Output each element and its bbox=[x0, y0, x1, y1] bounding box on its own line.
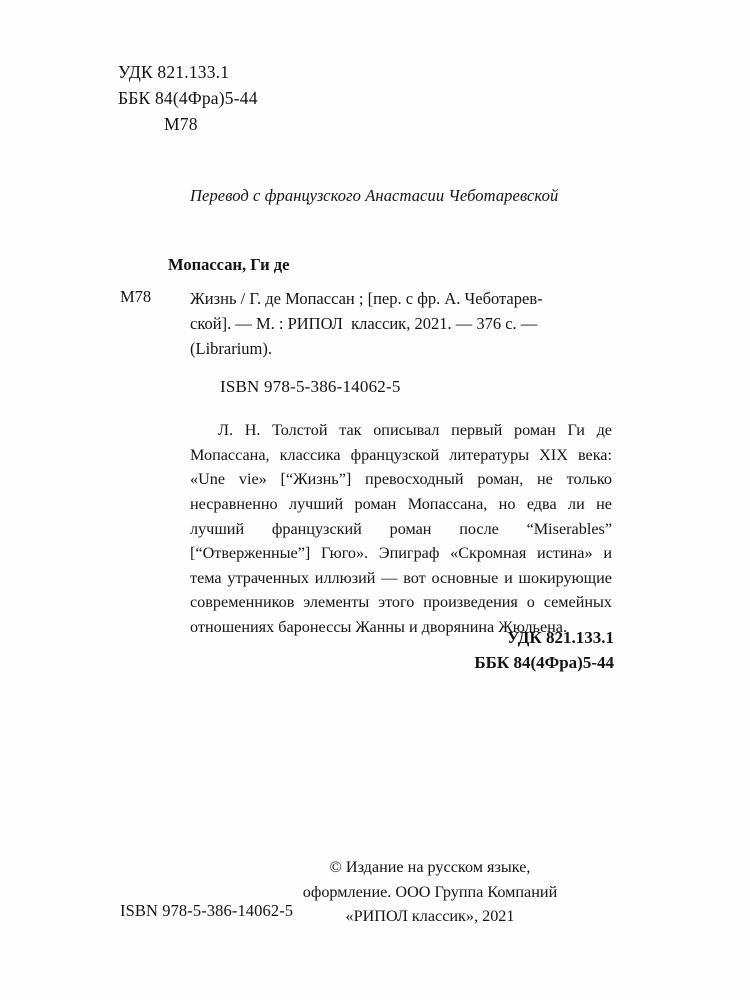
translator-note: Перевод с французского Анастасии Чеботаревской bbox=[190, 186, 559, 205]
copyright-line-3: «РИПОЛ классик», 2021 bbox=[345, 907, 515, 926]
shelf-code-top: М78 bbox=[164, 113, 198, 134]
copyright-line-2: оформление. ООО Группа Компаний bbox=[302, 882, 558, 901]
record-line-2: ской]. — М. : РИПОЛ классик, 2021. — 376 с. — bbox=[190, 313, 538, 333]
author-heading: Мопассан, Ги де bbox=[168, 255, 290, 274]
isbn-inner: ISBN 978-5-386-14062-5 bbox=[220, 377, 401, 396]
record-line-1: Жизнь / Г. де Мопассан ; [пер. с фр. А. Чеботарев- bbox=[190, 289, 543, 308]
classification-top bbox=[118, 60, 258, 138]
copyright-block bbox=[300, 855, 560, 929]
bbk-bottom: ББК 84(4Фра)5-44 bbox=[474, 653, 614, 673]
copyright-line-1: © Издание на русском языке, bbox=[329, 858, 531, 876]
bbk-top: ББК 84(4Фра)5-44 bbox=[118, 87, 258, 108]
udk-bottom: УДК 821.133.1 bbox=[506, 628, 614, 647]
isbn-bottom: ISBN 978-5-386-14062-5 bbox=[120, 901, 294, 920]
record-line-3: (Librarium). bbox=[190, 338, 273, 358]
annotation-text: Л. Н. Толстой так описывал первый роман Ги де Мопассана, классика французской литературы XIX века: «Une vie» [“Жизнь”] превосходный роман, не только несравненно лучший роман Мопассана, но едва ли не лучший французский роман после “Miserables” [“Отверженные”] Гюго». Эпиграф «Скромная истина» и тема утраченных иллюзий — вот основные и шокирующие современников элементы этого произведения о семейных отношениях баронессы Жанны и дворянина Жюльена. bbox=[190, 421, 612, 636]
classification-bottom bbox=[474, 625, 614, 675]
record-shelf-code: М78 bbox=[120, 287, 152, 306]
catalog-record bbox=[190, 287, 610, 361]
udk-top: УДК 821.133.1 bbox=[118, 62, 230, 82]
